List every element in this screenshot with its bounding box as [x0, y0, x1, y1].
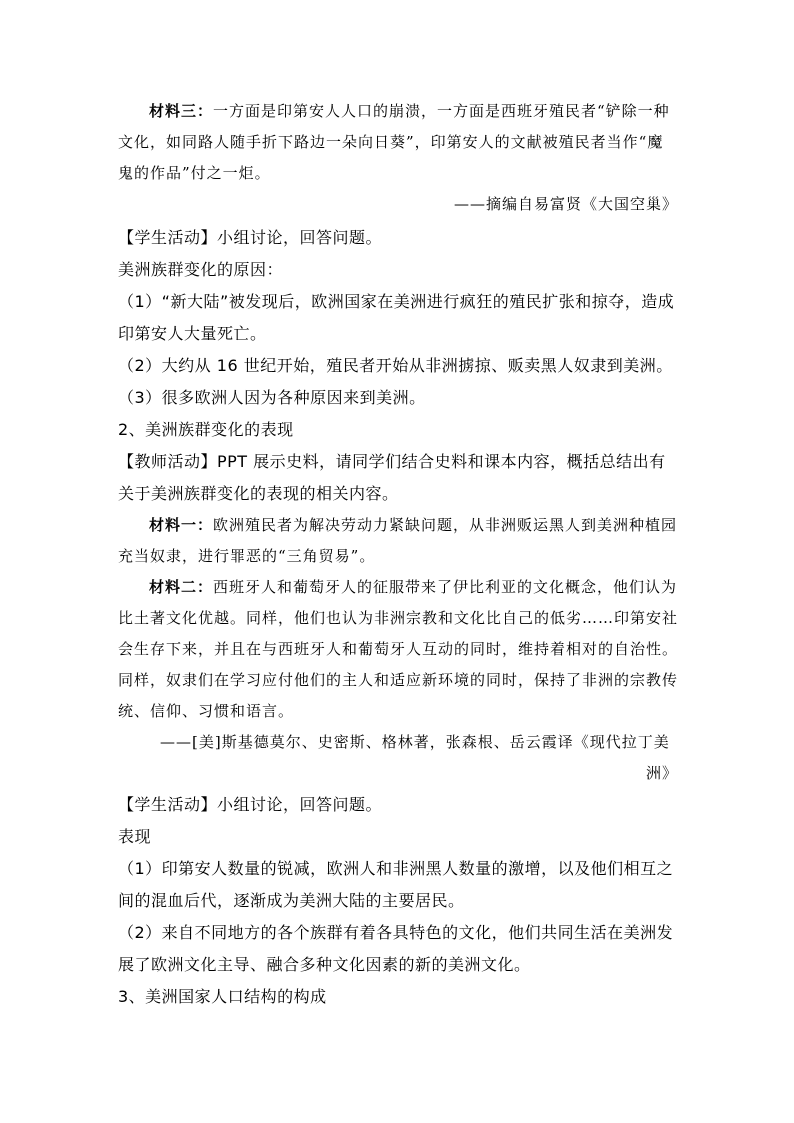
manifest-item-2: （2）来自不同地方的各个族群有着各具特色的文化，他们共同生活在美洲发展了欧洲文化主导、融合多种文化因素的新的美洲文化。: [118, 923, 674, 974]
material-2-label: 材料二：: [149, 578, 214, 596]
material-3-text: 一方面是印第安人人口的崩溃，一方面是西班牙殖民者“铲除一种文化，如同路人随手折下路边一朵向日葵”，印第安人的文献被殖民者当作“魔鬼的作品”付之一炬。: [118, 102, 670, 182]
section-3-heading: 3、美洲国家人口结构的构成: [118, 987, 327, 1006]
material-3-paragraph: [118, 96, 678, 189]
material-3-source: ——摘编自易富贤《大国空巢》: [453, 195, 678, 213]
material-2-text: 西班牙人和葡萄牙人的征服带来了伊比利亚的文化概念，他们认为比土著文化优越。同样，他们也认为非洲宗教和文化比自己的低劣……印第安社会生存下来，并且在与西班牙人和葡萄牙人互动的同时，维持着相对的自治性。同样，奴隶们在学习应付他们的主人和适应新环境的同时，保持了非洲的宗教传统、信仰、习惯和语言。: [118, 578, 679, 720]
material-1-paragraph: [118, 510, 678, 572]
material-2-source-line-1: ——[美]斯基德莫尔、史密斯、格林著，张森根、岳云霞译《现代拉丁美: [160, 733, 670, 751]
cause-item-2: （2）大约从 16 世纪开始，殖民者开始从非洲掳掠、贩卖黑人奴隶到美洲。: [118, 356, 673, 375]
material-2-source-line-2: 洲》: [645, 764, 678, 782]
cause-item-3: （3）很多欧洲人因为各种原因来到美洲。: [118, 388, 426, 407]
material-3-label: 材料三：: [149, 102, 214, 120]
cause-item-1: （1）“新大陆”被发现后，欧洲国家在美洲进行疯狂的殖民扩张和掠夺，造成印第安人大量死亡。: [118, 292, 675, 343]
student-activity-2: 【学生活动】小组讨论，回答问题。: [118, 795, 383, 814]
student-activity-1: 【学生活动】小组讨论，回答问题。: [118, 228, 383, 247]
causes-heading: 美洲族群变化的原因：: [118, 260, 284, 279]
teacher-activity: 【教师活动】PPT 展示史料，请同学们结合史料和课本内容，概括总结出有关于美洲族群变化的表现的相关内容。: [118, 452, 666, 503]
material-1-label: 材料一：: [149, 516, 214, 534]
document-body: [118, 96, 678, 1013]
manifest-item-1: （1）印第安人数量的锐减，欧洲人和非洲黑人数量的激增，以及他们相互之间的混血后代，逐渐成为美洲大陆的主要居民。: [118, 859, 674, 910]
section-2-heading: 2、美洲族群变化的表现: [118, 420, 294, 439]
material-1-text: 欧洲殖民者为解决劳动力紧缺问题，从非洲贩运黑人到美洲种植园充当奴隶，进行罪恶的“三角贸易”。: [118, 516, 678, 565]
manifest-heading: 表现: [118, 827, 152, 846]
material-2-paragraph: [118, 572, 678, 727]
